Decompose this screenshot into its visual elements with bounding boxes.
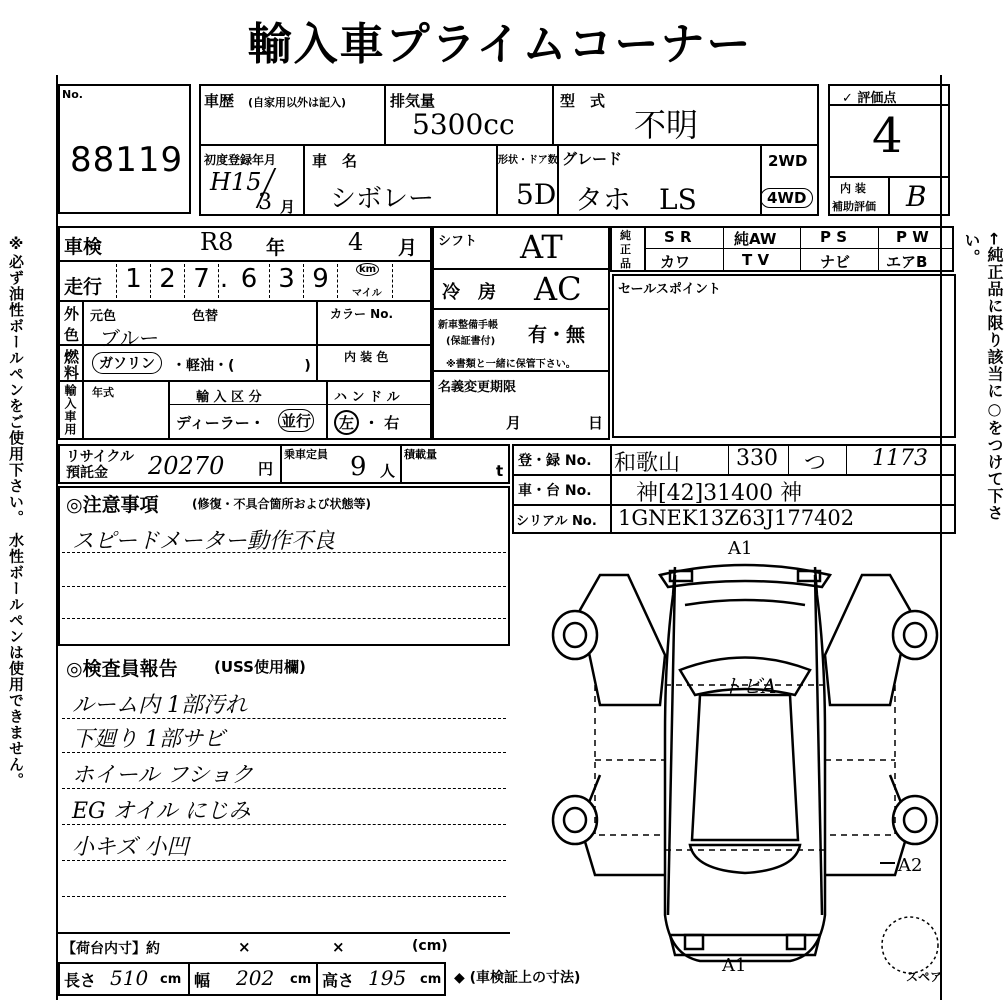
manual-note: ※書類と一緒に保管下さい。 — [446, 359, 576, 370]
insp-line-1 — [58, 260, 432, 262]
color-vline — [316, 300, 318, 380]
equip-item: T V — [742, 251, 770, 269]
recycle-value: 20270 — [148, 452, 225, 480]
car-name-value: シボレー — [330, 184, 435, 214]
header-div-6 — [760, 144, 762, 216]
color-label-2: 色 — [64, 326, 80, 344]
mileage-digit: 7 — [185, 264, 219, 298]
serial-value: 1GNEK13Z63J177402 — [618, 506, 855, 530]
cargo-x1: × — [238, 938, 251, 956]
page-title: 輸入車プライムコーナー — [247, 19, 753, 70]
import-vline-2 — [326, 380, 328, 440]
header-div-3 — [303, 144, 305, 216]
import-parallel: 並行 — [278, 409, 314, 432]
report-line: EG オイル にじみ — [72, 799, 251, 824]
sales-point-label: セールスポイント — [618, 282, 721, 297]
score-label: ✓ 評価点 — [842, 91, 897, 106]
report-line: 小キズ 小凹 — [72, 835, 189, 860]
chassis-label: 車・台 No. — [518, 483, 592, 499]
shaken-label: 車検 — [64, 236, 103, 258]
length-value: 510 — [110, 966, 149, 990]
equip-item: カワ — [660, 253, 691, 271]
grade-label: グレード — [562, 150, 623, 168]
length-label: 長さ — [64, 971, 97, 990]
insp-line-4 — [58, 380, 432, 382]
equip-side-2: 正 — [620, 243, 631, 256]
mileage-odometer — [116, 264, 353, 298]
equip-vline-0 — [644, 226, 646, 272]
score-line-3 — [888, 176, 890, 216]
equip-vline-1 — [723, 226, 724, 272]
doors-label: 形状・ドア数 — [498, 155, 558, 166]
lot-number-value: 88119 — [70, 140, 184, 180]
lot-number-label: No. — [62, 88, 83, 101]
reg-no-kana: つ — [804, 451, 827, 476]
report-line: ホイール フショク — [72, 763, 254, 788]
notes-subtitle: (修復・不具合箇所および状態等) — [192, 497, 371, 511]
repaint-label: 色替 — [192, 309, 219, 324]
reg-vline-b — [788, 444, 789, 474]
dim-vline-1 — [188, 962, 190, 996]
recycle-vline-1 — [280, 444, 282, 484]
header-div-2 — [552, 84, 554, 144]
doors-value: 5D — [516, 178, 557, 211]
mileage-digit: 2 — [151, 264, 185, 298]
notes-rule — [62, 586, 506, 587]
mileage-digit: 1 — [117, 264, 151, 298]
shaken-year-unit: 年 — [266, 237, 286, 259]
grade-value: タホ LS — [575, 183, 697, 216]
equip-side-1: 純 — [620, 229, 631, 242]
equip-side-3: 品 — [620, 257, 631, 270]
recycle-label-2: 預託金 — [66, 465, 108, 481]
first-reg-month: 3 — [258, 190, 272, 215]
notes-title: ◎注意事項 — [66, 494, 159, 516]
equip-vline-3 — [878, 226, 879, 272]
import-vline-1 — [168, 380, 170, 440]
recycle-vline-2 — [400, 444, 402, 484]
cargo-label: 【荷台内寸】約 — [62, 941, 160, 957]
shift-line-1 — [432, 268, 610, 270]
shaken-month-unit: 月 — [398, 237, 418, 259]
width-unit: cm — [290, 972, 312, 987]
chassis-value: 神[42]31400 神 — [636, 481, 803, 506]
serial-label: シリアル No. — [516, 514, 597, 529]
color-no-label: カラー No. — [330, 307, 394, 321]
notes-rule — [62, 618, 506, 619]
side-note-left: ※必ず油性ボールペンをご使用下さい。 水性ボールペンは使用できません。 — [7, 235, 25, 789]
recycle-label-1: リサイクル — [66, 449, 135, 465]
car-name-label: 車 名 — [312, 152, 358, 170]
ac-label: 冷 房 — [442, 282, 496, 303]
equip-item: P S — [820, 228, 848, 246]
score-value: 4 — [872, 108, 903, 164]
recycle-unit: 円 — [258, 460, 274, 478]
manual-label-1: 新車整備手帳 — [438, 320, 498, 331]
equip-item: S R — [664, 228, 692, 246]
handle-label: ハ ン ド ル — [334, 390, 400, 405]
height-label: 高さ — [322, 971, 355, 990]
cargo-x2: × — [332, 938, 345, 956]
equip-item: ナビ — [820, 253, 851, 271]
sales-point-box — [612, 274, 956, 438]
dim-vline-2 — [316, 962, 318, 996]
mileage-digit: 6 — [229, 264, 270, 298]
shift-label: シフト — [438, 234, 478, 249]
handle-right: ・ 右 — [364, 414, 400, 432]
interior-label-2: 補助評価 — [832, 200, 876, 213]
cargo-top-line — [58, 932, 510, 934]
capacity-unit: 人 — [380, 462, 396, 480]
equip-item: P W — [896, 228, 929, 246]
fuel-label-1: 燃 — [64, 348, 80, 366]
ac-value: AC — [534, 270, 582, 308]
mileage-unit-km: km — [356, 263, 379, 276]
manual-value: 有・無 — [528, 324, 586, 346]
fuel-rest: ・軽油・( ) — [172, 358, 311, 374]
name-change-label: 名義変更期限 — [438, 380, 517, 395]
fuel-gasoline: ガソリン — [92, 352, 162, 374]
equip-vline-2 — [800, 226, 801, 272]
inspector-title: ◎検査員報告 — [66, 658, 178, 680]
equip-item: 純AW — [734, 230, 777, 248]
length-unit: cm — [160, 972, 182, 987]
reg-no-class: 330 — [736, 446, 778, 471]
insp-vline-1 — [82, 300, 84, 440]
header-mid-line — [199, 144, 819, 146]
diagram-label-right: A2 — [898, 855, 923, 876]
diagram-label-roof: トビA — [722, 674, 777, 698]
diagram-label-top: A1 — [728, 538, 753, 559]
load-label: 積載量 — [404, 448, 437, 461]
displacement-value: 5300cc — [412, 108, 515, 141]
equip-hline — [644, 248, 954, 249]
shift-line-2 — [432, 308, 610, 310]
interior-color-label: 内 装 色 — [344, 350, 389, 364]
insp-line-2 — [58, 300, 432, 302]
import-type-label: 輸 入 区 分 — [196, 390, 262, 405]
capacity-value: 9 — [350, 452, 367, 482]
interior-value: B — [906, 180, 927, 213]
first-reg-era: H15 — [210, 168, 262, 196]
cargo-unit: (cm) — [412, 938, 448, 954]
mileage-digit: 9 — [304, 264, 338, 298]
history-label: 車歴 — [204, 92, 235, 110]
report-line: 下廻り 1部サビ — [72, 727, 225, 752]
shift-line-3 — [432, 370, 610, 372]
mileage-digit: 3 — [270, 264, 304, 298]
manual-label-2: (保証書付) — [446, 336, 496, 347]
notes-line: スピードメーター動作不良 — [72, 529, 335, 554]
height-value: 195 — [368, 966, 407, 990]
spare-label: スペア — [906, 970, 943, 984]
reg-no-label: 登・録 No. — [518, 453, 592, 469]
orig-color-label: 元色 — [90, 309, 117, 324]
mileage-label: 走行 — [64, 276, 103, 298]
first-reg-label: 初度登録年月 — [204, 153, 277, 167]
year-type-label: 年式 — [92, 386, 114, 399]
dimensions-note: ◆ (車検証上の寸法) — [454, 970, 581, 986]
mileage-digit: . — [219, 264, 229, 294]
side-note-right: ←純正品に限り該当に○をつけて下さい。 — [962, 232, 1004, 522]
shaken-era: R8 — [200, 228, 234, 256]
name-change-day: 日 — [588, 414, 604, 432]
color-value: ブルー — [100, 326, 160, 350]
interior-label-1: 内 装 — [840, 182, 866, 195]
capacity-label: 乗車定員 — [284, 448, 328, 461]
diagram-label-bottom: A1 — [722, 955, 747, 976]
reg-vline-c — [846, 444, 847, 474]
reg-vline — [610, 444, 612, 534]
handle-left: 左 — [334, 410, 359, 435]
inspector-subtitle: (USS使用欄) — [214, 658, 306, 676]
equip-item: エアB — [886, 253, 928, 271]
report-line: ルーム内 1部汚れ — [72, 693, 247, 718]
width-value: 202 — [236, 966, 275, 990]
height-unit: cm — [420, 972, 442, 987]
shaken-month: 4 — [348, 228, 364, 256]
report-rule — [62, 896, 506, 897]
drive-4wd: 4WD — [760, 188, 813, 208]
width-label: 幅 — [194, 971, 211, 990]
shift-value: AT — [520, 228, 563, 266]
import-label: 輸入車用 — [63, 384, 77, 436]
mileage-unit-mile: マイル — [352, 288, 382, 299]
model-value: 不明 — [634, 106, 699, 144]
fuel-label-2: 料 — [64, 364, 80, 382]
car-diagram — [540, 535, 955, 975]
displacement-label: 排気量 — [390, 92, 436, 110]
load-unit: t — [496, 462, 504, 480]
color-label-1: 外 — [64, 305, 80, 323]
import-dealer: ディーラー・ — [176, 414, 265, 432]
history-note: (自家用以外は記入) — [248, 96, 347, 109]
mileage-last-box — [392, 264, 429, 298]
drive-2wd: 2WD — [768, 152, 808, 170]
reg-no-region: 和歌山 — [614, 451, 681, 476]
name-change-month: 月 — [506, 414, 522, 432]
reg-no-number: 1173 — [872, 446, 928, 471]
reg-vline-a — [728, 444, 729, 474]
model-label: 型 式 — [560, 92, 606, 110]
first-reg-month-unit: 月 — [280, 198, 296, 216]
header-div-1 — [384, 84, 386, 144]
